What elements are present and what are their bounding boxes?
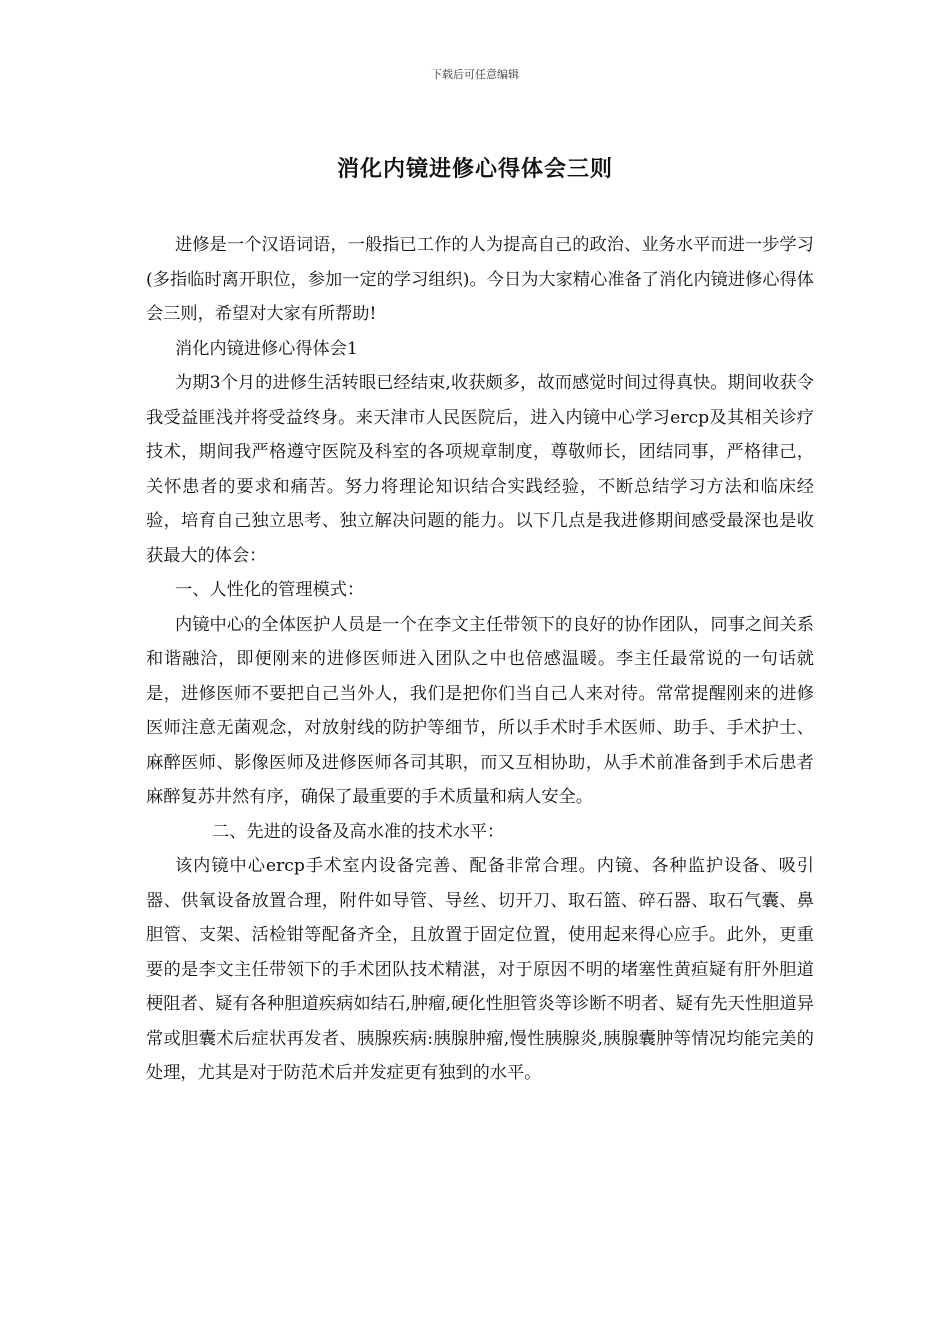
section-heading-1: 消化内镜进修心得体会1	[175, 338, 358, 359]
header-note: 下载后可任意编辑	[431, 68, 519, 81]
body-paragraph: 该内镜中心ercp手术室内设备完善、配备非常合理。内镜、各种监护设备、吸引器、供氧设备放置合理，附件如导管、导丝、切开刀、取石篮、碎石器、取石气囊、鼻胆管、支架、活检钳等配备齐全，且放置于固定位置，使用起来得心应手。此外，更重要的是李文主任带领下的手术团队技术精湛，对于原因不明的堵塞性黄疸疑有肝外胆道梗阻者、疑有各种胆道疾病如结石,肿瘤,硬化性胆管炎等诊断不明者、疑有先天性胆道异常或胆囊术后症状再发者、胰腺疾病:胰腺肿瘤,慢性胰腺炎,胰腺囊肿等情况均能完美的处理，尤其是对于防范术后并发症更有独到的水平。	[146, 856, 814, 1083]
subheading-2: 二、先进的设备及高水准的技术水平：	[212, 821, 505, 842]
intro-paragraph: 进修是一个汉语词语，一般指已工作的人为提高自己的政治、业务水平而进一步学习(多指临时离开职位，参加一定的学习组织)。今日为大家精心准备了消化内镜进修心得体会三则，希望对大家有所帮助!	[146, 235, 814, 324]
body-paragraph: 内镜中心的全体医护人员是一个在李文主任带领下的良好的协作团队，同事之间关系和谐融洽，即便刚来的进修医师进入团队之中也倍感温暖。李主任最常说的一句话就是，进修医师不要把自己当外人，我们是把你们当自己人来对待。常常提醒刚来的进修医师注意无菌观念，对放射线的防护等细节，所以手术时手术医师、助手、手术护士、麻醉医师、影像医师及进修医师各司其职，而又互相协助，从手术前准备到手术后患者麻醉复苏井然有序，确保了最重要的手术质量和病人安全。	[146, 614, 814, 807]
body-paragraph: 为期3个月的进修生活转眼已经结束,收获颇多，故而感觉时间过得真快。期间收获令我受益匪浅并将受益终身。来天津市人民医院后，进入内镜中心学习ercp及其相关诊疗技术，期间我严格遵守医院及科室的各项规章制度，尊敬师长，团结同事，严格律己，关怀患者的要求和痛苦。努力将理论知识结合实践经验，不断总结学习方法和临床经验，培育自己独立思考、独立解决问题的能力。以下几点是我进修期间感受最深也是收获最大的体会：	[146, 373, 814, 566]
subheading-1: 一、人性化的管理模式：	[175, 580, 365, 600]
document-body	[146, 228, 814, 1091]
document-title: 消化内镜进修心得体会三则	[336, 156, 613, 182]
